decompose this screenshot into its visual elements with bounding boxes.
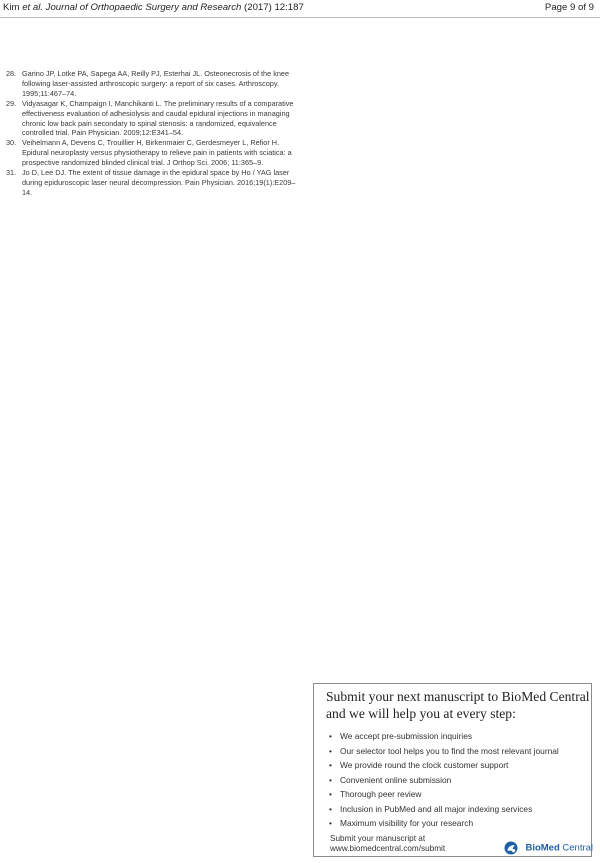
bullet-icon: • — [329, 760, 332, 770]
reference-list — [6, 69, 298, 198]
logo-wordmark — [525, 842, 593, 853]
reference-item — [6, 99, 298, 139]
page-number: Page 9 of 9 — [544, 2, 594, 13]
reference-item — [6, 69, 298, 99]
ad-benefit-item — [329, 787, 587, 802]
ad-benefit-text: Convenient online submission — [340, 774, 452, 785]
reference-number: 30. — [6, 138, 17, 148]
bullet-icon: • — [329, 745, 332, 756]
ad-title — [326, 689, 588, 722]
reference-text: Veihelmann A, Devens C, Trouillier H, Birkenmaier C, Gerdesmeyer L, Refior H. Epidural neuroplasty versus physiotherapy to relieve pain in patients with sciatica: a prospective randomized blinded clinical trial. J Orthop Sci. 2006; 11:365–9. — [22, 138, 292, 168]
biomed-central-logo-icon — [504, 841, 518, 855]
biomed-central-logo — [504, 839, 593, 853]
ad-benefit-item — [329, 773, 587, 788]
bullet-icon: • — [329, 818, 332, 828]
reference-text: Garino JP, Lotke PA, Sapega AA, Reilly PJ, Esterhai JL. Osteonecrosis of the knee following laser-assisted arthroscopic surgery: a report of six cases. Arthroscopy. 1995;11:467–74. — [22, 69, 290, 98]
reference-item — [6, 168, 298, 198]
biomed-central-ad — [313, 683, 592, 857]
ad-benefit-text: Our selector tool helps you to find the most relevant journal — [340, 745, 559, 756]
bullet-icon: • — [329, 774, 332, 785]
running-header — [0, 0, 600, 18]
ad-benefit-item — [329, 729, 587, 744]
reference-text: Vidyasagar K, Champaign I, Manchikanti L. The preliminary results of a comparative effectiveness evaluation of adhesiolysis and caudal epidural injections in managing chronic low back pain secondary to spinal stenosis: a randomized, equivalence controlled trial. Pain Physician. 2009;12:E341–54. — [22, 98, 294, 138]
ad-submit-link[interactable]: www.biomedcentral.com/submit — [330, 844, 446, 854]
header-et-al: et al. — [22, 2, 43, 13]
ad-title-line: Submit your next manuscript to BioMed Central — [326, 689, 590, 704]
bullet-icon: • — [329, 803, 332, 814]
header-citation — [3, 2, 304, 14]
ad-submit-label: Submit your manuscript at — [330, 834, 426, 843]
ad-submit-text — [330, 834, 445, 855]
reference-number: 28. — [6, 69, 17, 78]
logo-wordmark-bold: BioMed — [525, 842, 560, 854]
ad-benefit-item — [329, 802, 587, 817]
header-journal: Journal of Orthopaedic Surgery and Research — [43, 2, 242, 13]
reference-text: Jo D, Lee DJ. The extent of tissue damage in the epidural space by Ho / YAG laser during epiduroscopic laser neural decompression. Pain Physician. 2016;19(1):E209–14. — [22, 168, 296, 197]
ad-benefit-text: Maximum visibility for your research — [340, 818, 474, 828]
ad-benefit-text: We accept pre-submission inquiries — [340, 731, 473, 741]
logo-wordmark-rest: Central — [559, 842, 594, 854]
ad-benefit-item — [329, 758, 587, 773]
ad-benefit-item — [329, 816, 587, 831]
bullet-icon: • — [329, 789, 332, 799]
ad-benefit-item — [329, 744, 587, 759]
reference-number: 29. — [6, 98, 17, 108]
ad-title-line: and we will help you at every step: — [326, 705, 516, 721]
ad-benefit-text: Inclusion in PubMed and all major indexing services — [340, 803, 533, 814]
ad-benefits-list — [329, 729, 587, 831]
header-authors: Kim — [3, 2, 23, 13]
reference-number: 31. — [6, 168, 17, 178]
ad-benefit-text: We provide round the clock customer support — [340, 760, 509, 770]
ad-benefit-text: Thorough peer review — [340, 789, 422, 799]
bullet-icon: • — [329, 731, 332, 741]
header-volume: (2017) 12:187 — [241, 2, 304, 13]
reference-item — [6, 138, 298, 168]
